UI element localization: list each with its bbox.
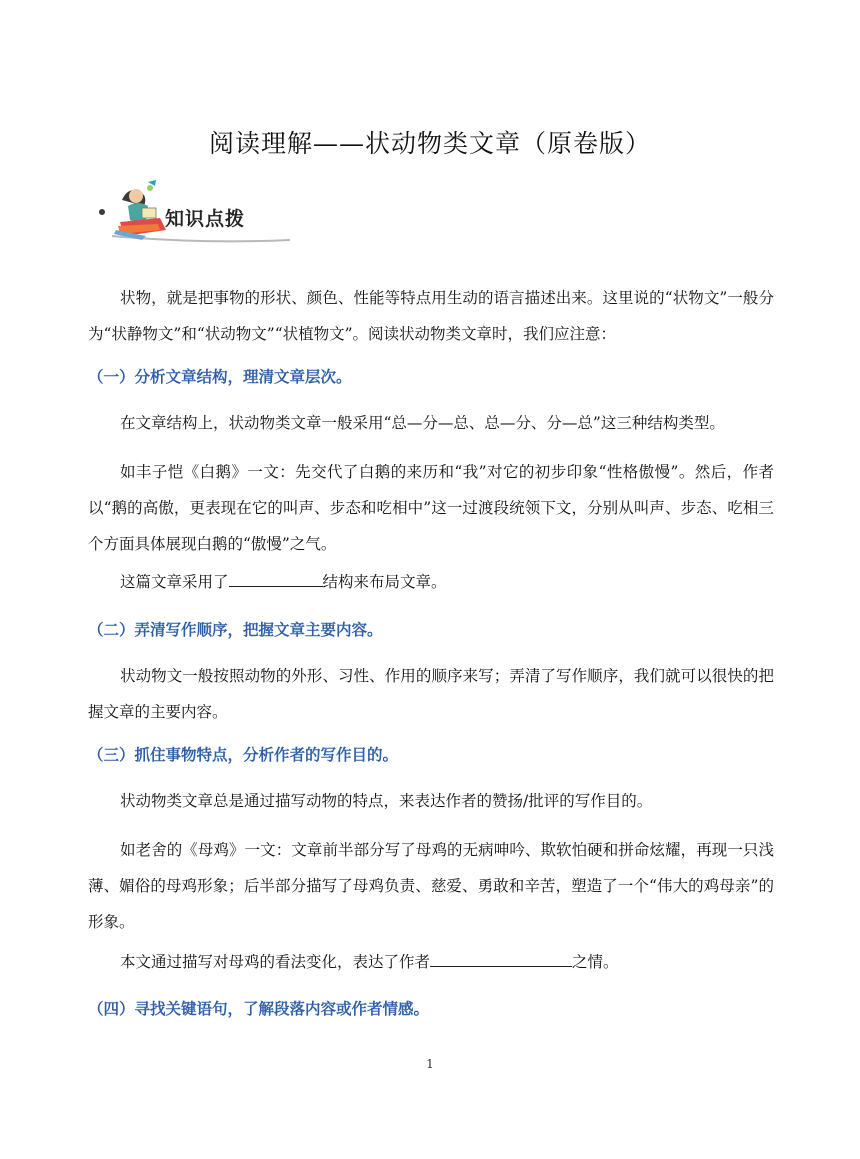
page-number: 1 bbox=[426, 1057, 434, 1071]
section3-answer-blank[interactable] bbox=[430, 948, 572, 967]
document-title: 阅读理解——状动物类文章（原卷版） bbox=[208, 129, 651, 158]
section1-heading: （一）分析文章结构，理清文章层次。 bbox=[88, 368, 352, 386]
section1-paragraph-2: 如丰子恺《白鹅》一文：先交代了白鹅的来历和“我”对它的初步印象“性格傲慢”。然后，作者以“鹅的高傲，更表现在它的叫声、步态和吃相中”这一过渡段统领下文，分别从叫声、步态、吃相三个方面具体展现白鹅的“傲慢”之气。 bbox=[88, 463, 774, 553]
section3-question-before: 本文通过描写对母鸡的看法变化，表达了作者 bbox=[120, 953, 431, 971]
section3-paragraph-2: 如老舍的《母鸡》一文：文章前半部分写了母鸡的无病呻吟、欺软怕硬和拼命炫耀，再现一只浅薄、媚俗的母鸡形象；后半部分描写了母鸡负责、慈爱、勇敢和辛苦，塑造了一个“伟大的鸡母亲”的形象。 bbox=[88, 841, 774, 931]
section2-paragraph-1: 状动物文一般按照动物的外形、习性、作用的顺序来写；弄清了写作顺序，我们就可以很快的把握文章的主要内容。 bbox=[88, 667, 774, 721]
section1-answer-blank[interactable] bbox=[229, 568, 323, 587]
section4-heading: （四）寻找关键语句，了解段落内容或作者情感。 bbox=[88, 1000, 430, 1018]
intro-paragraph: 状物，就是把事物的形状、颜色、性能等特点用生动的语言描述出来。这里说的“状物文”一般分为“状静物文”和“状动物文”“状植物文”。阅读状动物类文章时，我们应注意： bbox=[88, 289, 774, 343]
section2-heading: （二）弄清写作顺序，把握文章主要内容。 bbox=[88, 621, 383, 639]
knowledge-banner-label: 知识点拨 bbox=[165, 208, 246, 230]
section3-question-after: 之情。 bbox=[572, 953, 619, 971]
section3-paragraph-1: 状动物类文章总是通过描写动物的特点，来表达作者的赞扬/批评的写作目的。 bbox=[120, 792, 653, 810]
section1-question-after: 结构来布局文章。 bbox=[322, 573, 447, 591]
section3-heading: （三）抓住事物特点，分析作者的写作目的。 bbox=[88, 746, 399, 764]
section1-question bbox=[88, 564, 774, 600]
section1-paragraph-1: 在文章结构上，状动物类文章一般采用“总—分—总、总—分、分—总”这三种结构类型。 bbox=[120, 414, 725, 432]
section3-question bbox=[88, 944, 774, 980]
section1-question-before: 这篇文章采用了 bbox=[120, 573, 229, 591]
